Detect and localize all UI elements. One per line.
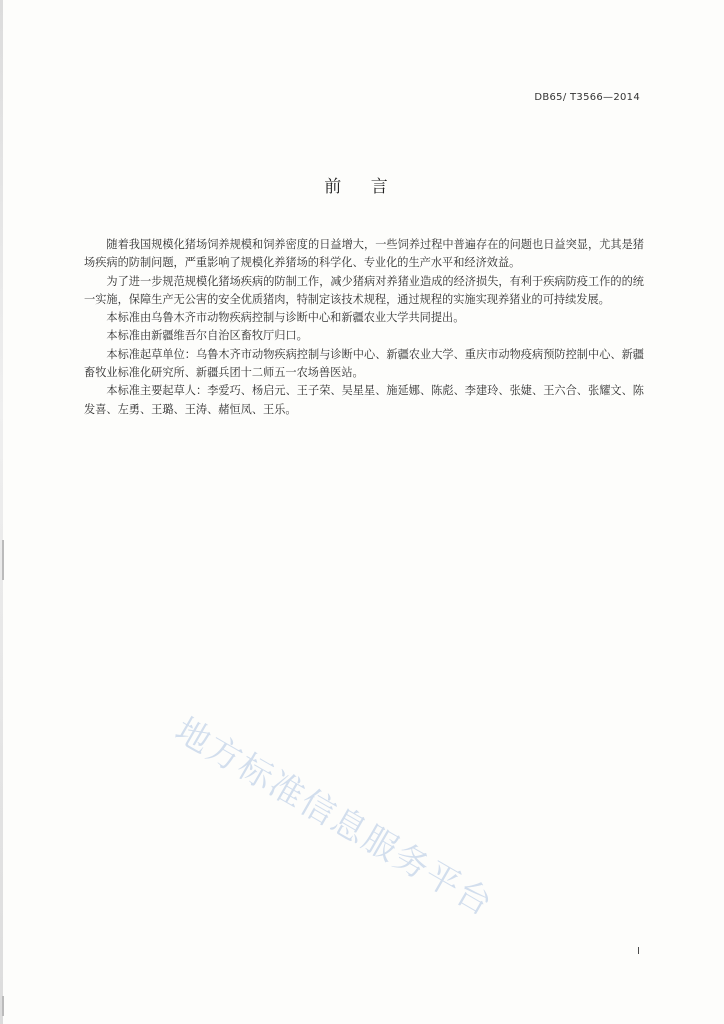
foreword-body	[84, 236, 644, 419]
paragraph: 本标准起草单位：乌鲁木齐市动物疾病控制与诊断中心、新疆农业大学、重庆市动物疫病预防控制中心、新疆畜牧业标准化研究所、新疆兵团十二师五一农场兽医站。	[84, 347, 644, 380]
paragraph: 随着我国规模化猪场饲养规模和饲养密度的日益增大，一些饲养过程中普遍存在的问题也日益突显，尤其是猪场疾病的防制问题，严重影响了规模化养猪场的科学化、专业化的生产水平和经济效益。	[84, 238, 644, 270]
paragraph: 本标准主要起草人：李爱巧、杨启元、王子荣、吴星星、施延娜、陈彪、李建玲、张婕、王六合、张耀文、陈发喜、左勇、王璐、王涛、赭恒凤、王乐。	[84, 384, 644, 416]
paragraph: 本标准由新疆维吾尔自治区畜牧厅归口。	[106, 329, 308, 343]
scan-mark	[2, 540, 4, 580]
scan-mark	[2, 996, 4, 1016]
paragraph: 为了进一步规范规模化猪场疾病的防制工作，减少猪病对养猪业造成的经济损失，有利于疾病防疫工作的的统一实施，保障生产无公害的安全优质猪肉，特制定该技术规程，通过规程的实施实现养猪业的可持续发展。	[84, 274, 644, 306]
page-title: 前 言	[324, 177, 400, 197]
document-code: DB65/ T3566—2014	[534, 92, 640, 103]
scan-edge	[0, 0, 3, 1024]
page-number: I	[637, 946, 640, 957]
watermark: 地方标准信息服务平台	[168, 710, 501, 925]
paragraph: 本标准由乌鲁木齐市动物疾病控制与诊断中心和新疆农业大学共同提出。	[106, 311, 465, 325]
